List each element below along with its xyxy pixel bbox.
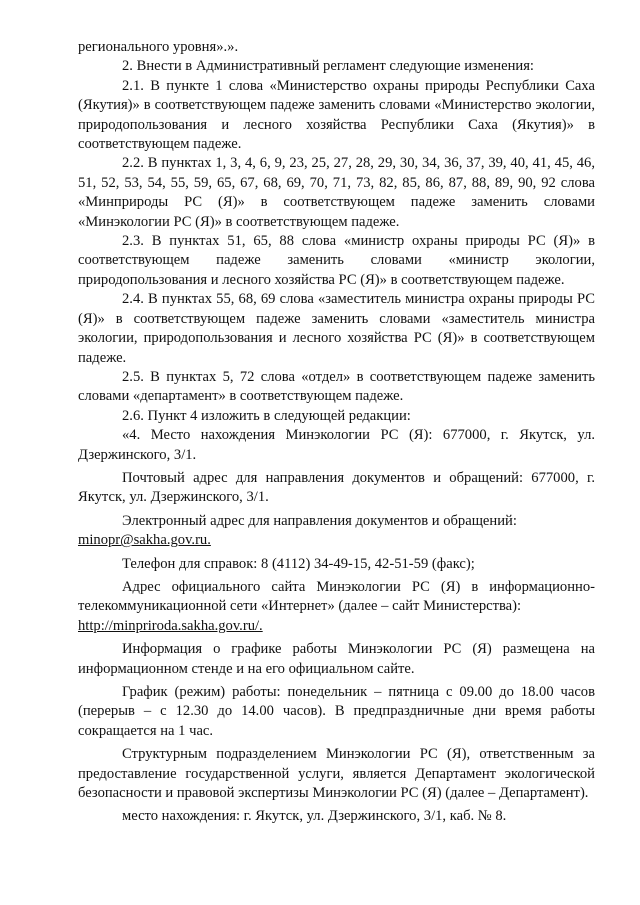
paragraph-location: «4. Место нахождения Минэкологии РС (Я): 677000, г. Якутск, ул. Дзержинского, 3/1. xyxy=(78,427,595,463)
paragraph-department-location: место нахождения: г. Якутск, ул. Дзержинского, 3/1, каб. № 8. xyxy=(122,808,507,825)
paragraph-website-label: Адрес официального сайта Минэкологии РС (Я) в информационно-телекоммуникационной сети «Интернет» (далее – сайт Министерства): xyxy=(78,578,595,615)
paragraph-schedule-info: Информация о графике работы Минэкологии РС (Я) размещена на информационном стенде и на его официальном сайте. xyxy=(78,641,595,677)
document-body xyxy=(78,38,595,827)
email-link[interactable]: minopr@sakha.gov.ru. xyxy=(78,532,211,549)
paragraph-item-2: 2. Внести в Административный регламент следующие изменения: xyxy=(122,58,534,75)
paragraph-item-2-3: 2.3. В пунктах 51, 65, 88 слова «министр охраны природы РС (Я)» в соответствующем падеже заменить словами «министр экологии, природопользования и лесного хозяйства РС (Я)» в соответствующем падеже. xyxy=(78,233,595,288)
paragraph-continuation: регионального уровня».». xyxy=(78,39,239,55)
website-link[interactable]: http://minpriroda.sakha.gov.ru/. xyxy=(78,617,263,634)
paragraph-item-2-6: 2.6. Пункт 4 изложить в следующей редакции: xyxy=(122,407,411,424)
paragraph-email-label: Электронный адрес для направления документов и обращений: xyxy=(122,512,517,529)
paragraph-item-2-2: 2.2. В пунктах 1, 3, 4, 6, 9, 23, 25, 27, 28, 29, 30, 34, 36, 37, 39, 40, 41, 45, 46, 51, 52, 53, 54, 55, 59, 65, 67, 68, 69, 70, 71, 73, 82, 85, 86, 87, 88, 89, 90, 92 слова «Минприроды РС (Я)» в соответствующем падеже заменить словами «Минэкологии РС (Я)» в соответствующем падеже. xyxy=(78,155,595,230)
paragraph-department: Структурным подразделением Минэкологии РС (Я), ответственным за предоставление государственной услуги, является Департамент экологической безопасности и правовой экспертизы Минэкологии РС (Я) (далее – Департамент). xyxy=(78,746,595,802)
paragraph-work-hours: График (режим) работы: понедельник – пятница с 09.00 до 18.00 часов (перерыв – с 12.30 до 14.00 часов). В предпраздничные дни время работы сокращается на 1 час. xyxy=(78,684,595,739)
paragraph-item-2-4: 2.4. В пунктах 55, 68, 69 слова «заместитель министра охраны природы РС (Я)» в соответствующем падеже заменить словами «заместитель министра экологии, природопользования и лесного хозяйства РС (Я)» в соответствующем падеже. xyxy=(78,291,595,366)
paragraph-postal-address: Почтовый адрес для направления документов и обращений: 677000, г. Якутск, ул. Дзержинского, 3/1. xyxy=(78,469,595,506)
paragraph-item-2-1: 2.1. В пункте 1 слова «Министерство охраны природы Республики Саха (Якутия)» в соответствующем падеже заменить словами «Министерство экологии, природопользования и лесного хозяйства Республики Саха (Якутия)» в соответствующем падеже. xyxy=(78,77,595,153)
paragraph-item-2-5: 2.5. В пунктах 5, 72 слова «отдел» в соответствующем падеже заменить словами «департамент» в соответствующем падеже. xyxy=(78,368,595,405)
paragraph-phone: Телефон для справок: 8 (4112) 34-49-15, 42-51-59 (факс); xyxy=(122,555,475,572)
